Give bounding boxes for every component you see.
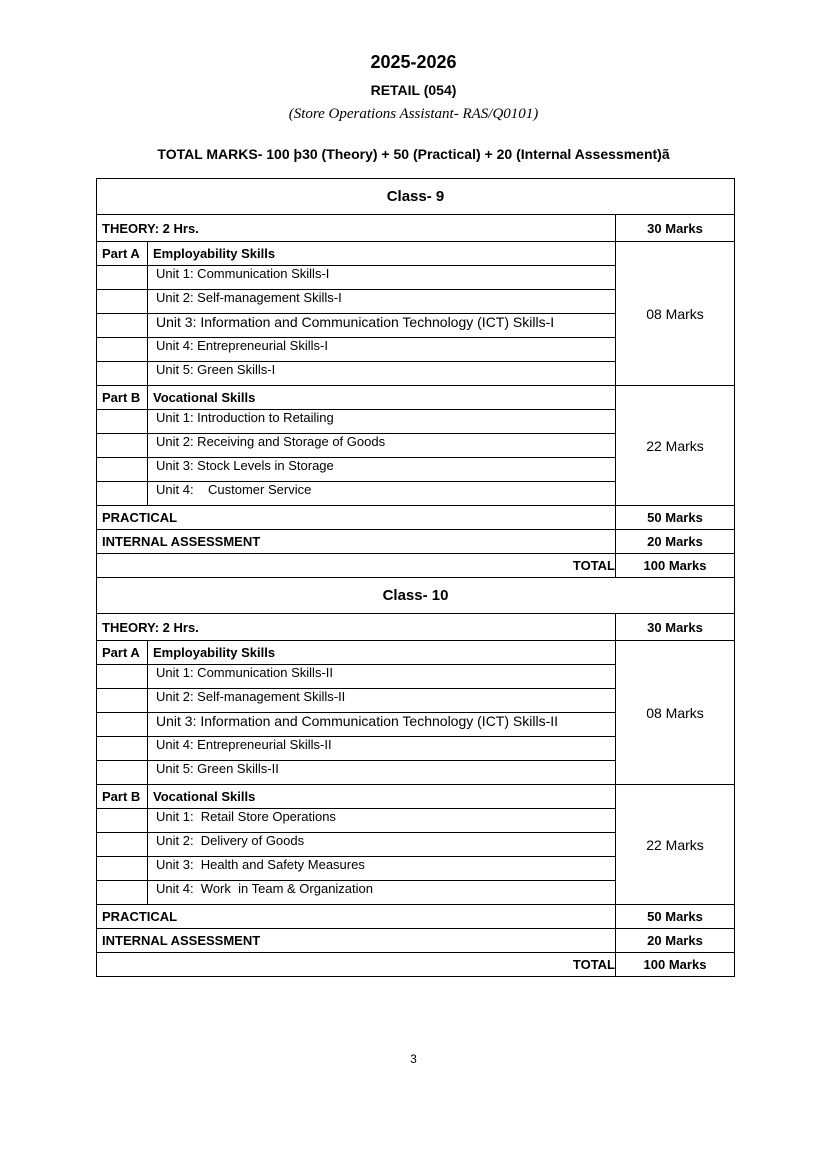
- unit-name: Unit 5: Green Skills-I: [148, 362, 616, 386]
- part-marks: 08 Marks: [616, 242, 735, 386]
- unit-name: Unit 2: Self-management Skills-I: [148, 290, 616, 314]
- empty-cell: [97, 737, 148, 761]
- part-title: Vocational Skills: [148, 785, 616, 809]
- total-label: TOTAL: [97, 554, 616, 578]
- empty-cell: [97, 338, 148, 362]
- marks-distribution-table: [96, 178, 735, 977]
- empty-cell: [97, 290, 148, 314]
- empty-cell: [97, 362, 148, 386]
- total-row: [97, 953, 735, 977]
- unit-name: Unit 3: Health and Safety Measures: [148, 857, 616, 881]
- part-marks: 22 Marks: [616, 785, 735, 905]
- subject-title: RETAIL (054): [370, 82, 457, 98]
- empty-cell: [97, 761, 148, 785]
- empty-cell: [97, 434, 148, 458]
- empty-cell: [97, 713, 148, 737]
- empty-cell: [97, 833, 148, 857]
- unit-name: Unit 3: Stock Levels in Storage: [148, 458, 616, 482]
- unit-name: Unit 4: Work in Team & Organization: [148, 881, 616, 905]
- unit-name: Unit 1: Introduction to Retailing: [148, 410, 616, 434]
- job-role: (Store Operations Assistant- RAS/Q0101): [288, 106, 539, 122]
- theory-marks: 30 Marks: [616, 215, 735, 242]
- practical-marks: 50 Marks: [616, 905, 735, 929]
- empty-cell: [97, 809, 148, 833]
- internal-assessment-label: INTERNAL ASSESSMENT: [97, 929, 616, 953]
- total-marks: 100 Marks: [616, 953, 735, 977]
- empty-cell: [97, 857, 148, 881]
- unit-name: Unit 2: Self-management Skills-II: [148, 689, 616, 713]
- theory-marks: 30 Marks: [616, 614, 735, 641]
- part-label: Part B: [97, 386, 148, 410]
- practical-marks: 50 Marks: [616, 506, 735, 530]
- empty-cell: [97, 689, 148, 713]
- class-header-row: [97, 179, 735, 215]
- internal-assessment-row: [97, 530, 735, 554]
- class-title: Class- 9: [97, 179, 735, 215]
- part-title: Employability Skills: [148, 641, 616, 665]
- theory-row: [97, 215, 735, 242]
- part-label: Part A: [97, 641, 148, 665]
- part-header-row: [97, 242, 735, 266]
- empty-cell: [97, 665, 148, 689]
- internal-assessment-row: [97, 929, 735, 953]
- part-header-row: [97, 641, 735, 665]
- unit-name: Unit 4: Entrepreneurial Skills-II: [148, 737, 616, 761]
- unit-name: Unit 1: Retail Store Operations: [148, 809, 616, 833]
- total-label: TOTAL: [97, 953, 616, 977]
- part-marks: 22 Marks: [616, 386, 735, 506]
- total-row: [97, 554, 735, 578]
- empty-cell: [97, 482, 148, 506]
- unit-name: Unit 4: Customer Service: [148, 482, 616, 506]
- part-label: Part B: [97, 785, 148, 809]
- academic-year: 2025-2026: [370, 52, 457, 72]
- unit-name: Unit 4: Entrepreneurial Skills-I: [148, 338, 616, 362]
- part-title: Vocational Skills: [148, 386, 616, 410]
- page-number: 3: [410, 1052, 417, 1066]
- empty-cell: [97, 410, 148, 434]
- unit-name: Unit 3: Information and Communication Technology (ICT) Skills-I: [148, 314, 616, 338]
- part-header-row: [97, 386, 735, 410]
- unit-name: Unit 2: Receiving and Storage of Goods: [148, 434, 616, 458]
- theory-label: THEORY: 2 Hrs.: [97, 614, 616, 641]
- practical-row: [97, 905, 735, 929]
- empty-cell: [97, 458, 148, 482]
- unit-name: Unit 3: Information and Communication Technology (ICT) Skills-II: [148, 713, 616, 737]
- theory-label: THEORY: 2 Hrs.: [97, 215, 616, 242]
- total-marks-summary: TOTAL MARKS- 100 þ30 (Theory) + 50 (Practical) + 20 (Internal Assessment)ã: [157, 146, 670, 162]
- class-title: Class- 10: [97, 578, 735, 614]
- practical-row: [97, 506, 735, 530]
- theory-row: [97, 614, 735, 641]
- part-label: Part A: [97, 242, 148, 266]
- class-header-row: [97, 578, 735, 614]
- practical-label: PRACTICAL: [97, 905, 616, 929]
- total-marks: 100 Marks: [616, 554, 735, 578]
- internal-assessment-marks: 20 Marks: [616, 929, 735, 953]
- unit-name: Unit 1: Communication Skills-II: [148, 665, 616, 689]
- empty-cell: [97, 266, 148, 290]
- part-header-row: [97, 785, 735, 809]
- empty-cell: [97, 314, 148, 338]
- practical-label: PRACTICAL: [97, 506, 616, 530]
- unit-name: Unit 1: Communication Skills-I: [148, 266, 616, 290]
- internal-assessment-marks: 20 Marks: [616, 530, 735, 554]
- unit-name: Unit 2: Delivery of Goods: [148, 833, 616, 857]
- empty-cell: [97, 881, 148, 905]
- part-title: Employability Skills: [148, 242, 616, 266]
- part-marks: 08 Marks: [616, 641, 735, 785]
- internal-assessment-label: INTERNAL ASSESSMENT: [97, 530, 616, 554]
- unit-name: Unit 5: Green Skills-II: [148, 761, 616, 785]
